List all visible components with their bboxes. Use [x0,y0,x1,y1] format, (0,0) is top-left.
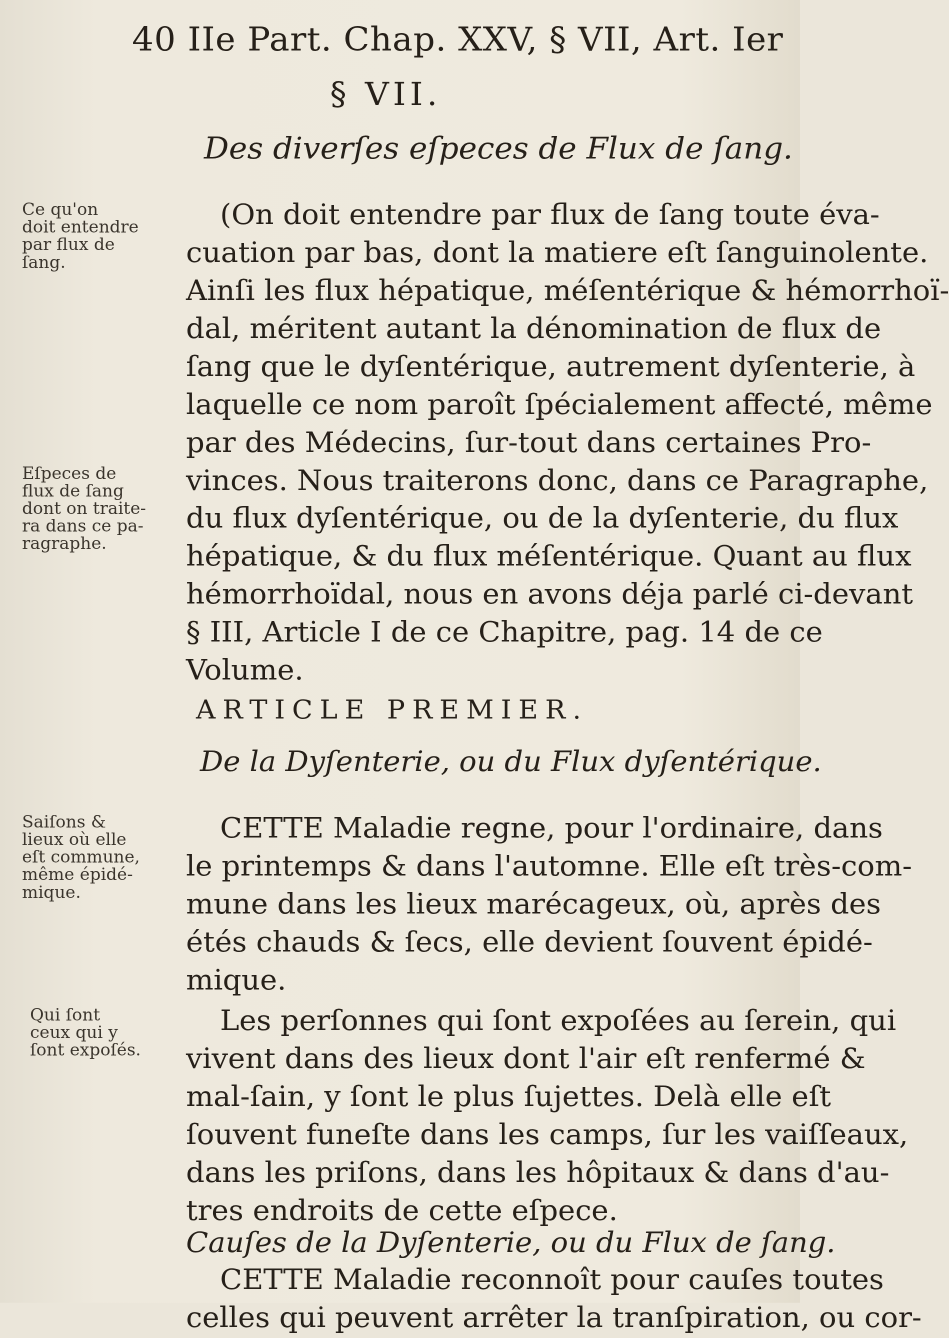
text-line: vivent dans des lieux dont l'air eſt renfermé & [186,1041,866,1075]
margin-note-line: Saiſons & [22,813,106,833]
text-line: Les perſonnes qui ſont expoſées au ſerein, qui [220,1003,897,1037]
margin-note-line: par flux de [22,235,115,256]
text-line: dans les priſons, dans les hôpitaux & dans d'au- [186,1155,890,1189]
margin-note-line: ragraphe. [22,534,107,555]
margin-note-line: mique. [22,883,81,903]
text-line: par des Médecins, ſur-tout dans certaines Pro- [186,425,872,459]
article-heading: ARTICLE PREMIER. [196,695,589,726]
margin-note-line: eſt commune, [22,848,140,868]
text-line: Ainſi les flux hépatique, méſentérique & hémorrhoï- [186,273,949,307]
margin-note-line: ſont expoſés. [30,1040,141,1061]
text-line: tres endroits de cette eſpece. [186,1193,618,1227]
margin-note-line: dont on traite- [22,499,147,519]
text-line: CETTE Maladie regne, pour l'ordinaire, dans [220,811,883,845]
text-line: ſouvent funeſte dans les camps, ſur les vaiſſeaux, [186,1117,909,1151]
text-line: hémorrhoïdal, nous en avons déja parlé ci-devant [186,577,914,611]
text-line: cuation par bas, dont la matiere eſt ſanguinolente. [186,235,929,269]
text-line: § III, Article I de ce Chapitre, pag. 14 de ce [186,615,823,649]
margin-note [22,202,139,272]
margin-note [22,465,146,553]
margin-note-line: ceux qui y [30,1023,118,1043]
margin-note-line: flux de ſang [22,481,124,502]
margin-note-line: ra dans ce pa- [22,517,144,537]
margin-note-line: ſang. [22,253,66,273]
margin-note-line: même épidé- [22,865,133,886]
text-line: mal-ſain, y ſont le plus ſujettes. Delà elle eſt [186,1079,832,1113]
text-line: le printemps & dans l'automne. Elle eſt très-com- [186,849,913,883]
text-line: celles qui peuvent arrêter la tranſpiration, ou cor- [186,1300,922,1334]
text-line: ſang que le dyſentérique, autrement dyſenterie, à [186,349,916,383]
margin-note [22,814,140,902]
margin-note-line: Eſpeces de [22,464,117,484]
text-line: étés chauds & ſecs, elle devient ſouvent épidé- [186,925,873,959]
section-title: § VII. [330,74,442,113]
text-line: mune dans les lieux marécageux, où, après des [186,887,882,921]
text-line: dal, méritent autant la dénomination de flux de [186,311,882,345]
margin-note-line: Ce qu'on [22,200,99,221]
text-line: mique. [186,962,287,997]
text-line: Volume. [186,653,304,687]
margin-note-line: doit entendre [22,218,139,238]
margin-note-line: lieux où elle [22,830,127,851]
text-line: hépatique, & du flux méſentérique. Quant au flux [186,539,912,573]
text-line: (On doit entendre par flux de ſang toute éva- [220,197,880,231]
text-line: vinces. Nous traiterons donc, dans ce Paragraphe, [186,463,929,497]
text-line: laquelle ce nom paroît ſpécialement affecté, même [186,387,933,421]
text-line: CETTE Maladie reconnoît pour cauſes toutes [220,1262,884,1296]
causes-heading: Cauſes de la Dyſenterie, ou du Flux de ſang. [186,1225,836,1259]
margin-note-line: Qui ſont [30,1005,101,1026]
margin-note [30,1007,141,1060]
running-head: 40 IIe Part. Chap. XXV, § VII, Art. Ier [132,20,784,60]
text-line: du flux dyſentérique, ou de la dyſenterie, du flux [186,501,899,535]
section-subtitle: Des diverſes eſpeces de Flux de ſang. [204,131,793,167]
article-subtitle: De la Dyſenterie, ou du Flux dyſentérique. [200,744,822,778]
